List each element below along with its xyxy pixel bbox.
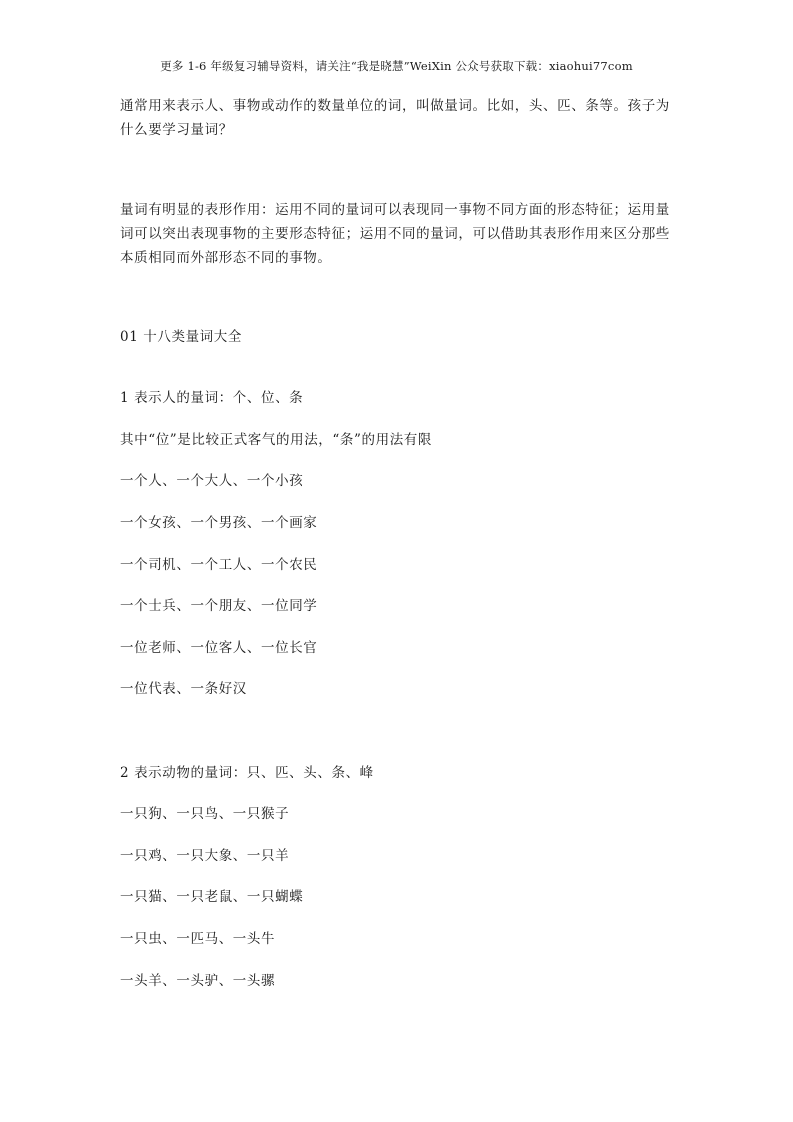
- category-1-example: 一个女孩、一个男孩、一个画家: [120, 515, 318, 531]
- section-title: 01 十八类量词大全: [120, 329, 242, 345]
- intro-paragraph: 通常用来表示人、事物或动作的数量单位的词，叫做量词。比如，头、匹、条等。孩子为什么要学习量词？: [120, 98, 670, 138]
- explanation-paragraph: 量词有明显的表形作用：运用不同的量词可以表现同一事物不同方面的形态特征；运用量词可以突出表现事物的主要形态特征；运用不同的量词，可以借助其表形作用来区分那些本质相同而外部形态不同的事物。: [120, 202, 670, 266]
- category-1-example: 一个人、一个大人、一个小孩: [120, 473, 304, 489]
- category-1-example: 一位老师、一位客人、一位长官: [120, 640, 318, 656]
- category-1-heading: 1 表示人的量词：个、位、条: [120, 390, 304, 406]
- category-1-note: 其中“位”是比较正式客气的用法，“条”的用法有限: [120, 432, 433, 448]
- category-2-example: 一只虫、一匹马、一头牛: [120, 931, 276, 947]
- page-header: 更多 1-6 年级复习辅导资料，请关注“我是晓慧”WeiXin 公众号获取下载：xiaohui77com: [160, 59, 633, 73]
- category-2-heading: 2 表示动物的量词：只、匹、头、条、峰: [120, 765, 374, 781]
- category-2-example: 一只狗、一只鸟、一只猴子: [120, 806, 290, 822]
- category-1-example: 一个司机、一个工人、一个农民: [120, 557, 318, 573]
- category-2-example: 一头羊、一头驴、一头骡: [120, 973, 276, 989]
- category-2-example: 一只猫、一只老鼠、一只蝴蝶: [120, 889, 304, 905]
- category-2-example: 一只鸡、一只大象、一只羊: [120, 848, 290, 864]
- category-1-example: 一位代表、一条好汉: [120, 681, 247, 697]
- category-1-example: 一个士兵、一个朋友、一位同学: [120, 598, 318, 614]
